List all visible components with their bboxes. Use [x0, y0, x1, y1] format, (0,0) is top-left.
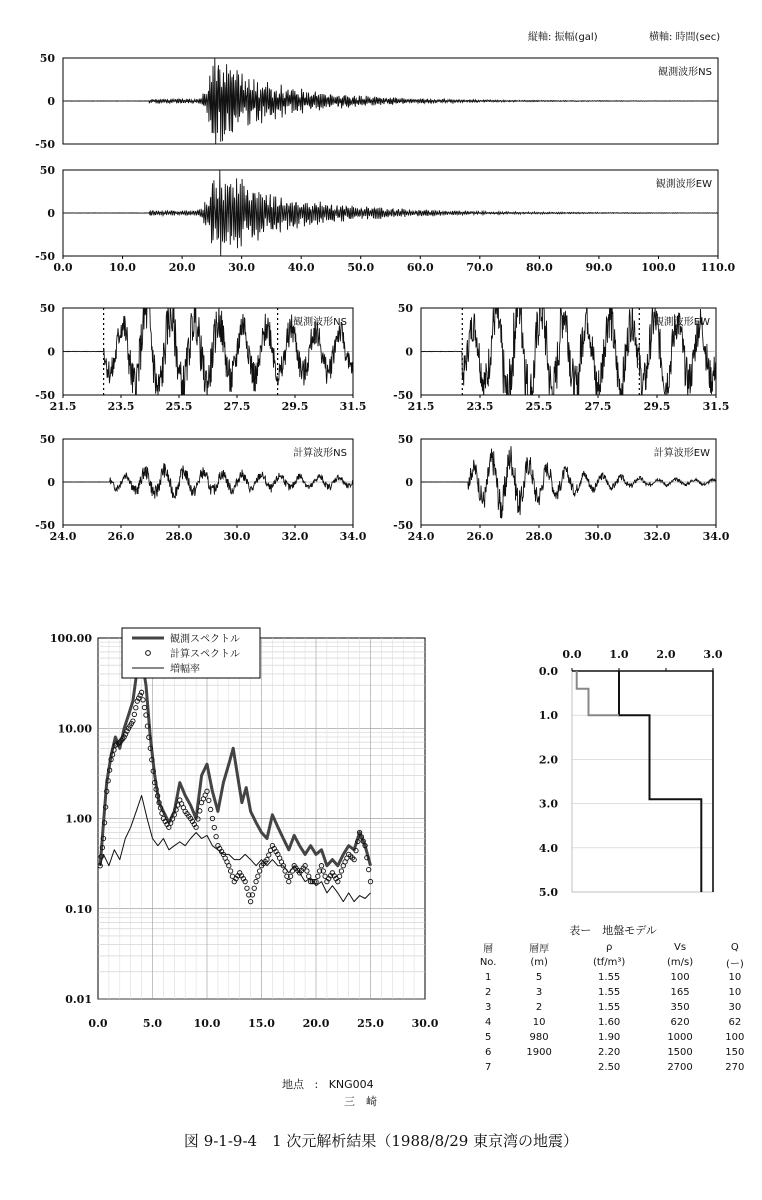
y-tick-label: 50 [397, 433, 413, 446]
y-tick-label: 50 [39, 164, 55, 177]
table-cell: 100 [725, 1032, 745, 1043]
horizontal-axis-note: 横軸: 時間(sec) [649, 32, 721, 43]
chart-calc-ns [35, 433, 367, 543]
x-tick-label: 100.0 [641, 261, 676, 274]
table-cell: 3 [484, 1002, 492, 1013]
y-tick-label: -50 [35, 519, 55, 532]
y-tick-label: 0 [405, 345, 413, 359]
y-tick-label: -50 [35, 138, 55, 151]
y-tick-label: 0 [47, 345, 55, 359]
table-cell: 2700 [667, 1062, 693, 1073]
figure-caption: 図 9-1-9-4 1 次元解析結果（1988/8/29 東京湾の地震） [183, 1132, 579, 1150]
table-row [468, 1060, 758, 1075]
x-tick-label: 29.5 [281, 400, 309, 413]
x-tick-label: 25.5 [165, 400, 193, 413]
chart-spectrum [50, 628, 439, 1030]
x-tick-label: 28.0 [165, 530, 193, 543]
x-tick-label: 5.0 [142, 1017, 163, 1030]
series-title: 観測波形EW [655, 179, 712, 190]
x-tick-label: 24.0 [407, 530, 435, 543]
y-tick-label: -50 [35, 389, 55, 402]
table-cell: 165 [670, 987, 690, 998]
table-cell: 2 [535, 1002, 543, 1013]
table-cell: 4 [484, 1017, 492, 1028]
x-tick-label: 0.0 [88, 1017, 108, 1030]
x-tick-label: 23.5 [107, 400, 135, 413]
y-tick-label: 0 [47, 207, 55, 220]
unit-layer: No. [479, 957, 497, 968]
y-tick-label: 0 [47, 95, 55, 108]
table-row [468, 985, 758, 1000]
table-cell: 10 [728, 972, 742, 983]
table-cell: 5 [484, 1032, 492, 1043]
legend-label: 増幅率 [170, 664, 200, 675]
table-cell: 350 [670, 1002, 690, 1013]
x-tick-label: 0.0 [562, 648, 582, 661]
table-row [468, 1030, 758, 1045]
table-row [468, 1015, 758, 1030]
table-cell: 2 [484, 987, 492, 998]
x-tick-label: 24.0 [49, 530, 77, 543]
waveform-line [421, 277, 716, 435]
table-unit-row [468, 955, 758, 970]
y-tick-label: 50 [397, 302, 413, 315]
y-tick-label: 50 [39, 433, 55, 446]
x-tick-label: 70.0 [466, 261, 494, 274]
x-tick-label: 26.0 [466, 530, 494, 543]
x-tick-label: 21.5 [407, 400, 435, 413]
x-tick-label: 31.5 [702, 400, 730, 413]
table-cell: 980 [529, 1032, 549, 1043]
table-cell: 1.55 [598, 972, 621, 983]
station-separator: : [314, 1078, 319, 1091]
y-tick-label: -50 [35, 250, 55, 263]
table-cell: 150 [725, 1047, 745, 1058]
y-tick-label: -50 [393, 389, 413, 402]
y-tick-label: 0.10 [65, 902, 92, 916]
x-tick-label: 31.5 [339, 400, 367, 413]
station-info [282, 1076, 377, 1110]
table-cell: 1900 [526, 1047, 552, 1058]
chart-obs-ns-zoom [35, 298, 366, 413]
x-tick-label: 26.0 [107, 530, 135, 543]
col-header-density: ρ [605, 942, 613, 953]
table-cell: 270 [725, 1062, 745, 1073]
x-tick-label: 20.0 [168, 261, 196, 274]
chart-obs-ns-full [35, 52, 718, 151]
y-tick-label: 0 [47, 476, 55, 489]
series-title: 観測波形NS [293, 317, 347, 328]
x-tick-label: 30.0 [584, 530, 612, 543]
x-tick-label: 90.0 [585, 261, 613, 274]
table-cell: 1.55 [598, 987, 621, 998]
table-cell: 10 [532, 1017, 546, 1028]
y-tick-label: 0.01 [65, 993, 92, 1006]
x-tick-label: 60.0 [406, 261, 434, 274]
x-tick-label: 15.0 [248, 1017, 275, 1030]
x-tick-label: 25.5 [525, 400, 553, 413]
table-cell: 6 [484, 1047, 492, 1058]
col-header-thickness: 層厚 [529, 944, 550, 955]
table-title: 表ー 地盤モデル [569, 924, 657, 937]
series-title: 計算波形NS [293, 448, 347, 459]
table-cell: 7 [484, 1062, 492, 1073]
unit-vs: (m/s) [666, 957, 694, 968]
x-tick-label: 32.0 [643, 530, 671, 543]
legend [122, 628, 260, 678]
ground-model-table [468, 922, 758, 1075]
x-tick-label: 28.0 [525, 530, 553, 543]
x-tick-label: 50.0 [347, 261, 375, 274]
table-cell: 30 [728, 1002, 742, 1013]
y-tick-label: 0.0 [538, 665, 558, 678]
table-cell: 10 [728, 987, 742, 998]
x-tick-label: 80.0 [525, 261, 553, 274]
table-cell: 2.50 [598, 1062, 621, 1073]
y-tick-label: 0 [405, 476, 413, 489]
x-tick-label: 27.5 [584, 400, 612, 413]
station-label: 地点 [282, 1078, 304, 1091]
unit-density: (tf/m³) [592, 957, 626, 968]
x-tick-label: 23.5 [466, 400, 494, 413]
y-tick-label: 50 [39, 302, 55, 315]
series-title: 観測波形NS [658, 67, 712, 78]
x-tick-label: 34.0 [702, 530, 730, 543]
table-cell: 3 [535, 987, 543, 998]
x-tick-label: 30.0 [223, 530, 251, 543]
x-tick-label: 110.0 [700, 261, 736, 274]
y-tick-label: 4.0 [538, 841, 558, 855]
table-cell: 5 [535, 972, 543, 983]
x-tick-label: 40.0 [287, 261, 315, 274]
table-header-row [468, 940, 758, 955]
col-header-vs: Vs [674, 942, 687, 953]
x-tick-label: 29.5 [643, 400, 671, 413]
chart-obs-ew-zoom [393, 277, 729, 435]
table-cell: 1 [484, 972, 492, 983]
x-tick-label: 0.0 [53, 261, 73, 274]
y-tick-label: -50 [393, 519, 413, 532]
x-tick-label: 20.0 [302, 1017, 330, 1030]
chart-obs-ew-full [35, 164, 735, 274]
y-tick-label: 1.0 [538, 709, 558, 723]
x-tick-label: 27.5 [223, 400, 251, 413]
col-header-q: Q [730, 942, 739, 953]
y-tick-label: 1.00 [65, 812, 92, 826]
table-cell: 1000 [667, 1032, 693, 1043]
unit-q: (ー) [725, 959, 744, 970]
x-tick-label: 32.0 [281, 530, 309, 543]
table-cell: 620 [670, 1017, 690, 1028]
table-cell: 100 [670, 972, 690, 983]
plot-frame [572, 671, 713, 892]
vertical-axis-note: 縦軸: 振幅(gal) [528, 32, 598, 43]
y-tick-label: 3.0 [538, 797, 558, 811]
y-tick-label: 10.00 [57, 722, 92, 736]
x-tick-label: 25.0 [357, 1017, 384, 1030]
x-tick-label: 34.0 [339, 530, 367, 543]
y-tick-label: 100.00 [49, 632, 92, 645]
legend-label: 計算スペクトル [170, 649, 240, 660]
table-row [468, 1045, 758, 1060]
y-tick-label: 5.0 [538, 886, 558, 899]
table-cell: 1.90 [598, 1032, 621, 1043]
x-tick-label: 2.0 [656, 648, 676, 661]
table-cell: 1500 [667, 1047, 693, 1058]
table-cell [508, 1060, 570, 1075]
y-tick-label: 50 [39, 52, 55, 65]
x-tick-label: 30.0 [411, 1017, 439, 1030]
chart-calc-ew [393, 433, 730, 543]
chart-ground-model [539, 648, 723, 899]
legend-label: 観測スペクトル [170, 634, 240, 645]
series-title: 観測波形EW [653, 317, 710, 328]
station-code: KNG004 [328, 1078, 374, 1091]
y-tick-label: 2.0 [538, 753, 558, 767]
col-header-layer: 層 [483, 944, 494, 955]
table-cell: 62 [728, 1017, 742, 1028]
x-tick-label: 3.0 [703, 648, 723, 661]
x-tick-label: 10.0 [193, 1017, 221, 1030]
table-cell: 1.55 [598, 1002, 621, 1013]
station-name: 三 崎 [344, 1095, 377, 1108]
table-cell: 2.20 [598, 1047, 621, 1058]
x-tick-label: 1.0 [609, 648, 629, 661]
unit-thickness: (m) [530, 957, 548, 968]
table-cell: 1.60 [598, 1017, 621, 1028]
table-row [468, 1000, 758, 1015]
table-row [468, 970, 758, 985]
x-tick-label: 30.0 [228, 261, 256, 274]
x-tick-label: 10.0 [109, 261, 136, 274]
series-title: 計算波形EW [653, 448, 710, 459]
x-tick-label: 21.5 [49, 400, 77, 413]
